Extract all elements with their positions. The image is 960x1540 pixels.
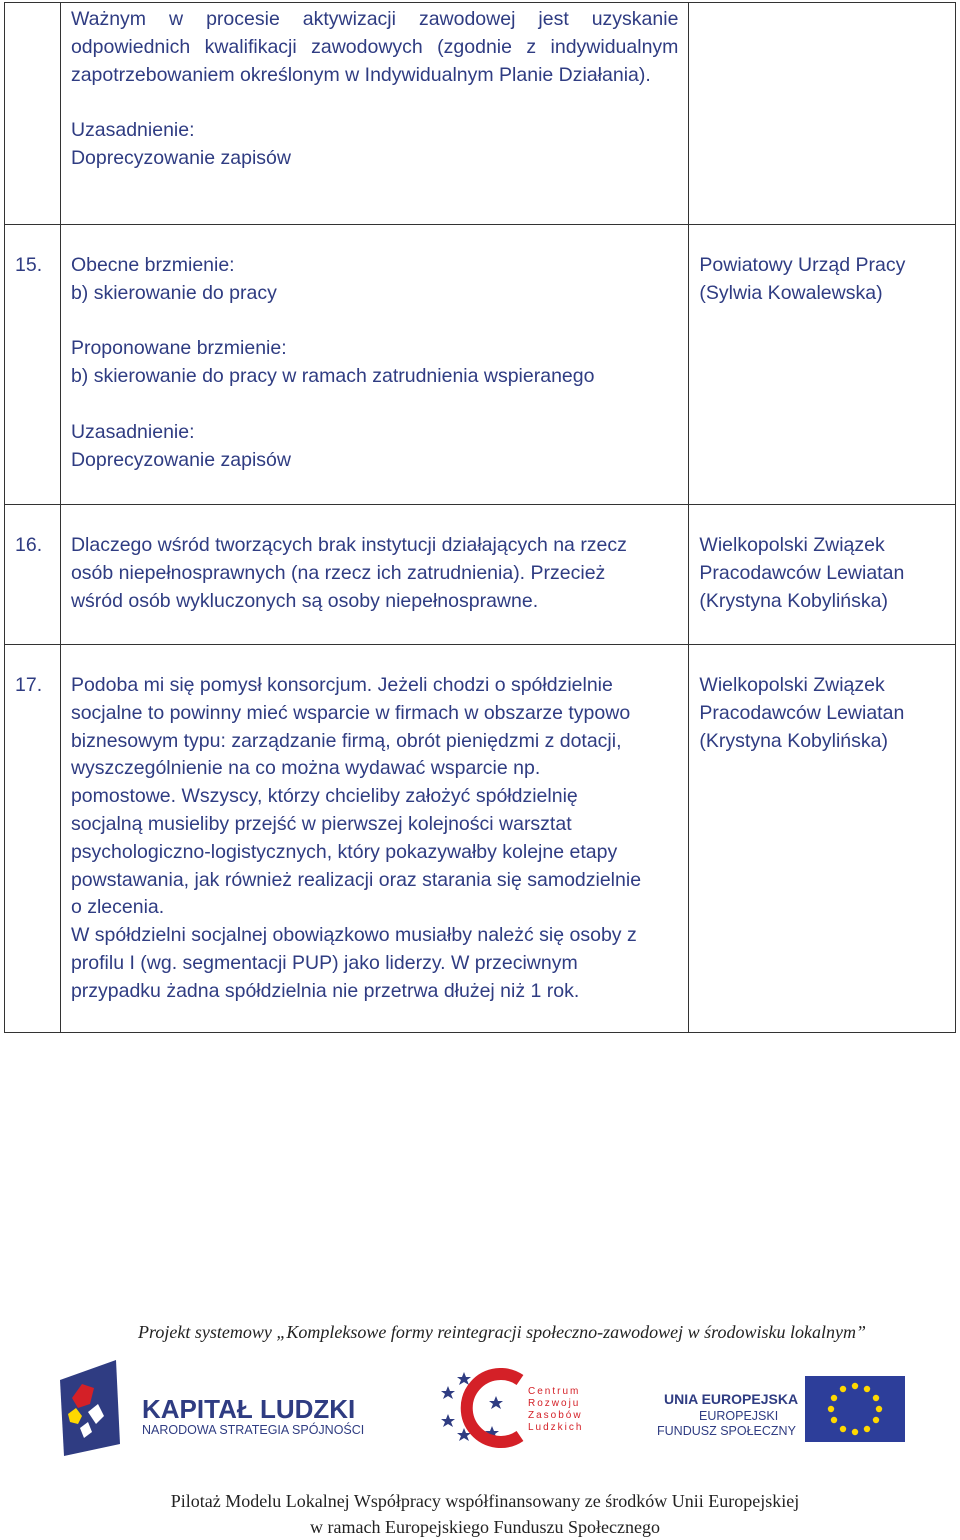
table-row — [5, 3, 956, 225]
row-source-cell — [689, 225, 956, 505]
kl-title: KAPITAŁ LUDZKI — [142, 1394, 356, 1424]
kl-subtitle: NARODOWA STRATEGIA SPÓJNOŚCI — [142, 1423, 365, 1437]
consultation-table — [4, 2, 956, 1033]
justification-text: Doprecyzowanie zapisów — [70, 146, 291, 169]
row-content-cell: Podoba mi się pomysł konsorcjum. Jeżeli chodzi o spółdzielnie socjalne to powinny mieć wsparcie w firmach w obszarze typowo biznesowym typu: zarządzanie firmą, obrót pieniędzmi z dotacji, wyszczególnienie na co można wydawać wsparcie np. pomostowe. Wszyscy, którzy chcieliby założyć spółdzielnię socjalną musieliby przejść w pierwszej kolejności warsztat psychologiczno-logistycznych, który pokazywałby kolejne etapy powstawania, jak również realizacji oraz starania się samodzielnie o zlecenia. W spółdzielni socjalnej obowiązkowo musiałby należć się osoby z profilu I (wg. segmentacji PUP) jako liderzy. W przeciwnym przypadku żadna spółdzielnia nie przetrwa dłużej niż 1 rok. — [60, 645, 688, 1033]
svg-text:Centrum: Centrum — [528, 1386, 581, 1397]
eu-logo — [650, 1368, 910, 1468]
row-number: 17. — [15, 674, 43, 696]
row-number-cell — [5, 3, 61, 225]
table-row — [5, 645, 956, 1033]
source-institution: Powiatowy Urząd Pracy — [699, 254, 906, 276]
project-title: Projekt systemowy „Kompleksowe formy reintegracji społeczno-zawodowej w środowisku lokalnym” — [138, 1322, 866, 1342]
row-number-cell — [5, 645, 61, 1033]
row-source-cell: Wielkopolski Związek Pracodawców Lewiatan (Krystyna Kobylińska) — [689, 645, 956, 1033]
crzl-logo — [440, 1368, 600, 1468]
eu-fund-line1: EUROPEJSKI — [699, 1409, 779, 1423]
svg-text:Ludzkich: Ludzkich — [528, 1422, 584, 1433]
funding-note: Pilotaż Modelu Lokalnej Współpracy współfinansowany ze środków Unii Europejskiej w ramach Europejskiego Funduszu Społecznego — [170, 1491, 800, 1537]
table-row — [5, 505, 956, 645]
table-row — [5, 225, 956, 505]
row-number: 15. — [15, 254, 43, 276]
svg-text:Rozwoju: Rozwoju — [528, 1398, 581, 1409]
row-source-cell: Wielkopolski Związek Pracodawców Lewiatan (Krystyna Kobylińska) — [689, 505, 956, 645]
svg-text:Zasobów: Zasobów — [528, 1410, 583, 1421]
source-person: (Sylwia Kowalewska) — [699, 281, 883, 304]
row-number: 16. — [15, 534, 43, 556]
row-source-cell — [689, 3, 956, 225]
logo-bar — [0, 1358, 960, 1458]
row-number-cell — [5, 225, 61, 505]
row-content-cell: Obecne brzmienie: b) skierowanie do pracy Proponowane brzmienie: b) skierowanie do pracy w ramach zatrudnienia wspieranego Uzasadnienie: Doprecyzowanie zapisów — [60, 225, 688, 505]
paragraph: Ważnym w procesie aktywizacji zawodowej jest uzyskanie odpowiednich kwalifikacji zawodowych (zgodnie z indywidualnym zapotrzebowaniem określonym w Indywidualnym Planie Działania). — [70, 8, 679, 86]
row-content-cell — [60, 3, 688, 225]
row-number-cell — [5, 505, 61, 645]
justification-label: Uzasadnienie: — [70, 119, 195, 142]
eu-title: UNIA EUROPEJSKA — [664, 1391, 799, 1407]
row-content-cell: Dlaczego wśród tworzących brak instytucji działających na rzecz osób niepełnosprawnych (na rzecz ich zatrudnienia). Przecież wśród osób wykluczonych są osoby niepełnosprawne. — [60, 505, 688, 645]
kapital-ludzki-logo — [58, 1358, 378, 1458]
eu-fund-line2: FUNDUSZ SPOŁECZNY — [657, 1424, 796, 1438]
